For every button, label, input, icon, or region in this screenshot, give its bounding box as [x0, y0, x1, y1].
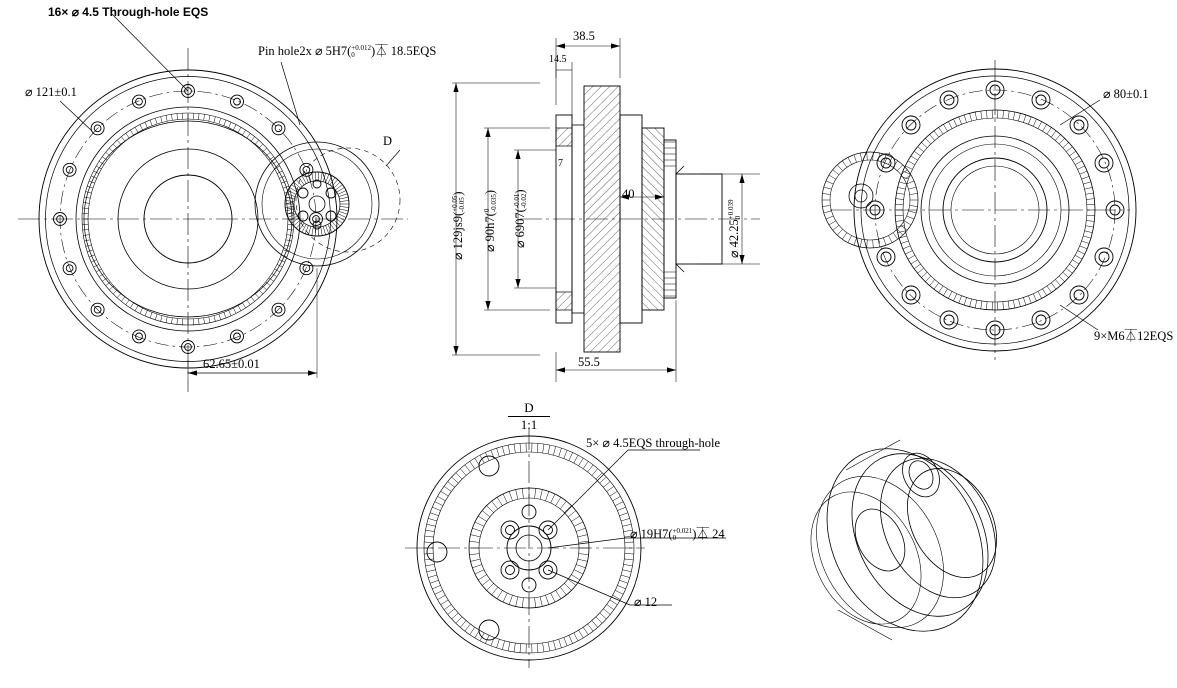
section-dim-55-5: 55.5 — [578, 355, 600, 369]
d129js9-tolerance: +0.05 -0.05 — [450, 195, 466, 212]
isometric-view-geometry — [789, 421, 1019, 658]
section-d90h7: ⌀ 90h7( 0 -0.035 ) — [482, 189, 498, 252]
front-view-geometry — [18, 14, 1095, 653]
detail-bore-19h7: ⌀ 19H7( +0.021 0 )⏄ 24 — [630, 526, 725, 542]
section-dim-38-5: 38.5 — [573, 29, 595, 43]
rear-thread-holes: 9×M6⏄12EQS — [1094, 329, 1174, 343]
front-diameter-121: ⌀ 121±0.1 — [25, 85, 77, 99]
section-dim-40: 40 — [622, 187, 635, 201]
d6907-tolerance: -0.01 -0.02 — [512, 193, 528, 209]
section-d6907: ⌀ 6907( -0.01 -0.02 ) — [512, 189, 528, 248]
section-dim-14-5: 14.5 — [549, 54, 567, 65]
pin-hole-prefix: Pin hole — [258, 44, 300, 58]
front-pin-hole-note — [258, 45, 436, 59]
detail-hole-12: ⌀ 12 — [634, 595, 658, 609]
section-d42-25: ⌀ 42.25 +0.039 0 — [726, 199, 742, 258]
d42-25-tolerance: +0.039 0 — [726, 199, 742, 220]
d90h7-tolerance: 0 -0.035 — [482, 194, 498, 213]
pin-hole-main: 2x ⌀ 5H7( — [299, 44, 352, 58]
detail-view-title — [508, 400, 550, 433]
detail-callout-letter-d: D — [383, 134, 393, 148]
detail-view-scale: 1:1 — [520, 417, 538, 432]
rear-diameter-80: ⌀ 80±0.1 — [1103, 87, 1149, 101]
bore-19h7-tolerance: +0.021 0 — [672, 526, 693, 542]
pin-hole-suffix: )⏄ 18.5EQS — [371, 44, 437, 58]
section-d129js9: ⌀ 129js9( +0.05 -0.05 ) — [450, 191, 466, 260]
detail-through-hole-note: 5× ⌀ 4.5EQS through-hole — [586, 436, 721, 450]
pin-hole-tolerance: +0.012 0 — [351, 43, 371, 59]
front-pcd-dimension: 62.65±0.01 — [203, 357, 260, 371]
rear-view-geometry — [822, 60, 1136, 360]
detail-view-letter: D — [508, 400, 550, 417]
section-dim-7: 7 — [558, 158, 563, 169]
detail-view-d-geometry — [405, 428, 726, 668]
front-through-hole-note: 16× ⌀ 4.5 Through-hole EQS — [48, 5, 209, 19]
